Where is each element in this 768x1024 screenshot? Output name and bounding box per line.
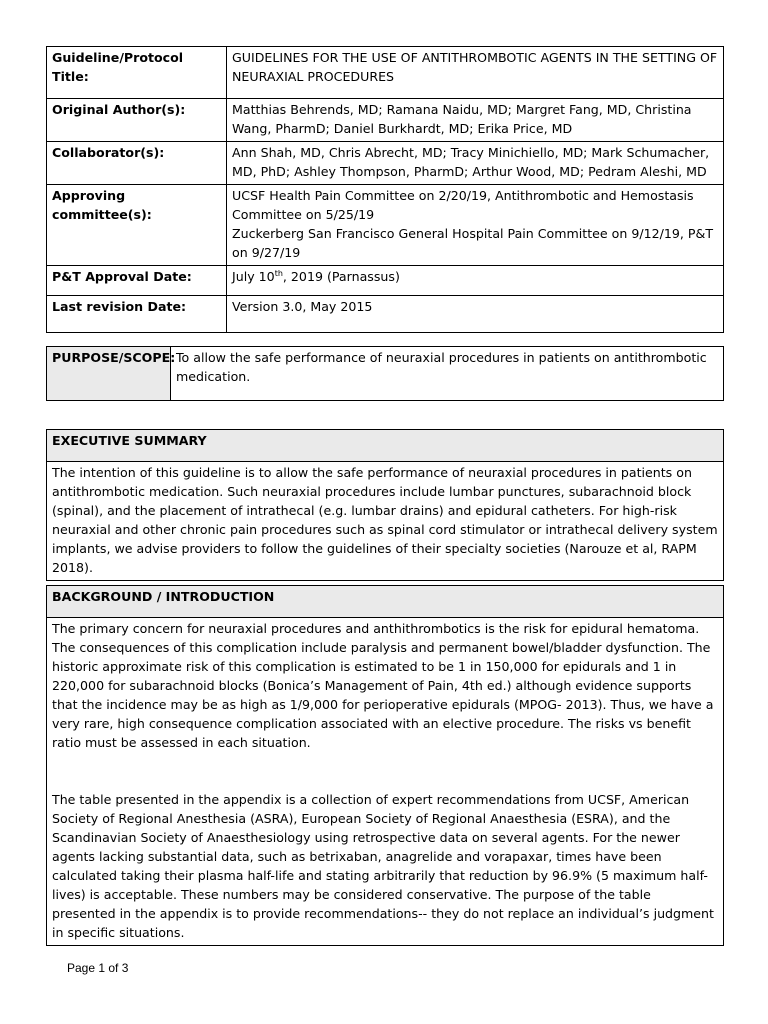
purpose-table [46, 346, 724, 401]
row-label: Collaborator(s): [47, 142, 227, 185]
purpose-label: PURPOSE/SCOPE: [47, 347, 171, 401]
executive-summary-text: The intention of this guideline is to allow the safe performance of neuraxial procedures in patients on antithrombotic medication. Such neuraxial procedures include lumbar punctures, subarachnoid block (spinal), and the placement of intrathecal (e.g. lumbar drains) and epidural catheters. For high-risk neuraxial and other chronic pain procedures such as spinal cord stimulator or intrathecal delivery system implants, we advise providers to follow the guidelines of their specialty societies (Narouze et al, RAPM 2018). [47, 462, 724, 581]
table-row [47, 430, 724, 462]
section-heading: BACKGROUND / INTRODUCTION [47, 586, 724, 618]
background-table [46, 585, 724, 946]
page-number: Page 1 of 3 [67, 961, 129, 975]
table-row [47, 99, 724, 142]
approval-date: July 10th, 2019 (Parnassus) [227, 266, 724, 296]
table-row [47, 47, 724, 99]
purpose-text: To allow the safe performance of neuraxial procedures in patients on antithrombotic medication. [171, 347, 724, 401]
table-row [47, 266, 724, 296]
background-text [47, 618, 724, 946]
table-row [47, 142, 724, 185]
committee-line: Zuckerberg San Francisco General Hospital Pain Committee on 9/12/19, P&T on 9/27/19 [232, 226, 714, 260]
background-paragraph: The table presented in the appendix is a collection of expert recommendations from UCSF, American Society of Regional Anesthesia (ASRA), European Society of Regional Anaesthesia (ESRA), and the Scandinavian Society of Anaesthesiology using retrospective data on several agents. For the newer agents lacking substantial data, such as betrixaban, anagrelide and vorapaxar, times have been calculated taking their plasma half-life and stating arbitrarily that reduction by 96.9% (5 maximum half-lives) is acceptable. These numbers may be considered conservative. The purpose of the table presented in the appendix is to provide recommendations-- they do not replace an individual’s judgment in specific situations. [52, 792, 714, 940]
table-row [47, 185, 724, 266]
committee-line: UCSF Health Pain Committee on 2/20/19, Antithrombotic and Hemostasis Committee on 5/25/19 [232, 188, 694, 222]
row-label: Original Author(s): [47, 99, 227, 142]
table-row [47, 347, 724, 401]
section-heading: EXECUTIVE SUMMARY [47, 430, 724, 462]
table-row [47, 296, 724, 333]
paragraph-spacer [52, 752, 718, 790]
table-row [47, 618, 724, 946]
row-label: P&T Approval Date: [47, 266, 227, 296]
background-paragraph: The primary concern for neuraxial procedures and anthithrombotics is the risk for epidural hematoma. The consequences of this complication include paralysis and permanent bowel/bladder dysfunction. The historic approximate risk of this complication is estimated to be 1 in 150,000 for epidurals and 1 in 220,000 for subarachnoid blocks (Bonica’s Management of Pain, 4th ed.) although evidence supports that the incidence may be as high as 1/9,000 for perioperative epidurals (MPOG- 2013). Thus, we have a very rare, high consequence complication associated with an elective procedure. The risks vs benefit ratio must be assessed in each situation. [52, 621, 714, 750]
guideline-title: GUIDELINES FOR THE USE OF ANTITHROMBOTIC AGENTS IN THE SETTING OF NEURAXIAL PROCEDURES [227, 47, 724, 99]
approving-committees [227, 185, 724, 266]
table-row [47, 462, 724, 581]
revision-date: Version 3.0, May 2015 [227, 296, 724, 333]
original-authors: Matthias Behrends, MD; Ramana Naidu, MD; Margret Fang, MD, Christina Wang, PharmD; Daniel Burkhardt, MD; Erika Price, MD [227, 99, 724, 142]
row-label: Last revision Date: [47, 296, 227, 333]
row-label: Approving committee(s): [47, 185, 227, 266]
executive-summary-table [46, 429, 724, 581]
row-label: Guideline/Protocol Title: [47, 47, 227, 99]
table-row [47, 586, 724, 618]
protocol-info-table [46, 46, 724, 333]
collaborators: Ann Shah, MD, Chris Abrecht, MD; Tracy Minichiello, MD; Mark Schumacher, MD, PhD; Ashley Thompson, PharmD; Arthur Wood, MD; Pedram Aleshi, MD [227, 142, 724, 185]
